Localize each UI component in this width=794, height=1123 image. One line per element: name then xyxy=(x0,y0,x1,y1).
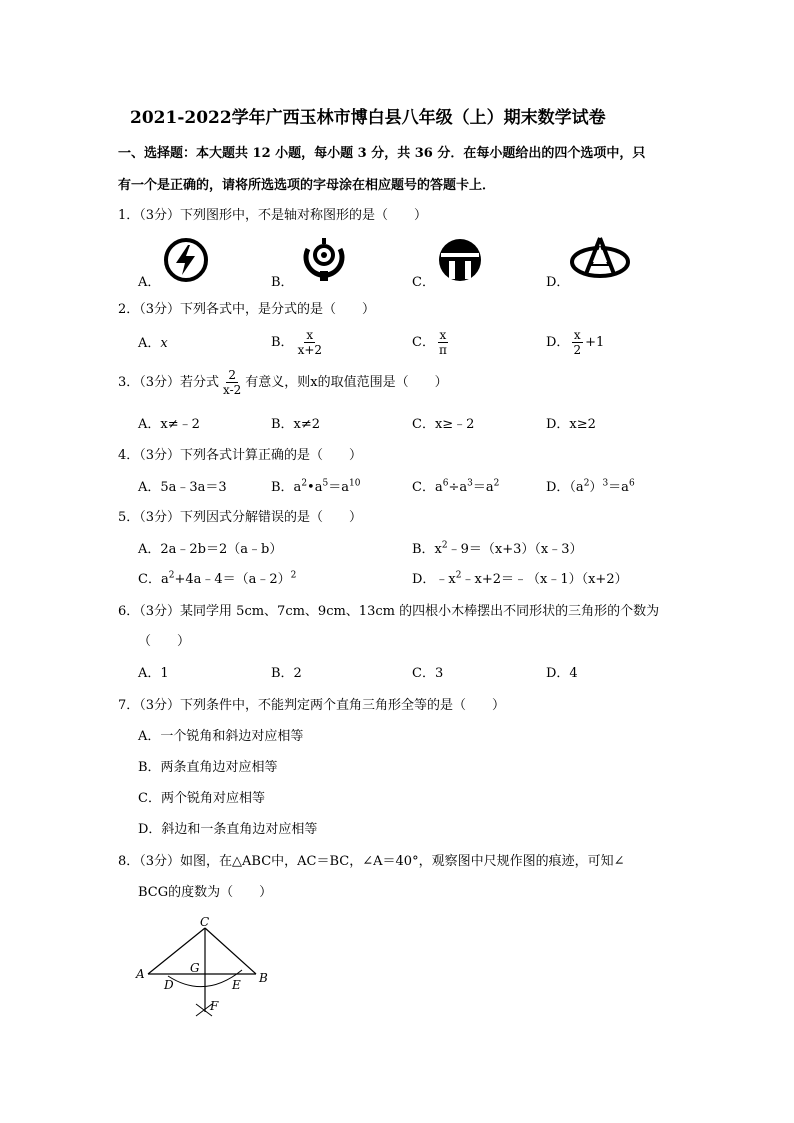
q3-stem xyxy=(118,368,448,398)
q2-option-d-label: D． xyxy=(546,335,570,350)
q6-option-d: D．4 xyxy=(546,666,578,681)
q7-stem: 7．（3分）下列条件中，不能判定两个直角三角形全等的是（ ） xyxy=(118,698,506,713)
q6-stem-line2: （ ） xyxy=(138,634,191,649)
q2-option-a-label: A． xyxy=(138,336,161,351)
q5-option-a: A．2a﹣2b＝2（a﹣b） xyxy=(138,542,283,557)
side-bc xyxy=(205,928,256,974)
q3-stem-post: 有意义，则x的取值范围是（ ） xyxy=(245,375,448,390)
q2-option-d xyxy=(546,328,604,358)
q7-option-b: B．两条直角边对应相等 xyxy=(138,760,278,775)
q5-stem: 5．（3分）下列因式分解错误的是（ ） xyxy=(118,510,363,525)
q3-option-b: B．x≠2 xyxy=(271,417,321,432)
label-f: F xyxy=(210,999,219,1013)
q4-option-a: A．5a﹣3a＝3 xyxy=(138,480,227,495)
q1-option-b-label: B． xyxy=(271,275,294,290)
q2-option-b-label: B． xyxy=(271,335,294,350)
q4-stem: 4．（3分）下列各式计算正确的是（ ） xyxy=(118,448,363,463)
label-d: D xyxy=(164,978,174,992)
q1-option-c-label: C． xyxy=(412,275,435,290)
q7-option-a: A．一个锐角和斜边对应相等 xyxy=(138,729,304,744)
q2-option-c xyxy=(412,328,451,358)
q4-option-b: B．$a^2•a^5=a^{10}$ xyxy=(271,478,361,495)
gate-logo-icon xyxy=(437,237,483,283)
q2-option-c-fraction: $\frac{x}{\pi}$ xyxy=(438,328,447,357)
q2-option-a-value: x xyxy=(160,336,168,351)
q3-stem-pre: 3．（3分）若分式 xyxy=(118,375,220,390)
q7-option-c: C．两个锐角对应相等 xyxy=(138,791,265,806)
q2-option-a xyxy=(138,336,168,352)
q1-stem: 1．（3分）下列图形中，不是轴对称图形的是（ ） xyxy=(118,208,428,223)
q2-stem: 2．（3分）下列各式中，是分式的是（ ） xyxy=(118,302,376,317)
q3-fraction: $\frac{2}{x-2}$ xyxy=(223,368,242,397)
q6-stem-line1: 6．（3分）某同学用 5cm、7cm、9cm、13cm 的四根小木棒摆出不同形状的三角形的个数为 xyxy=(118,604,660,619)
q5-option-b: B．$x^2﹣9=(x+3)(x﹣3)$ xyxy=(412,540,583,557)
page-title: 2021-2022学年广西玉林市博白县八年级（上）期末数学试卷 xyxy=(130,108,606,128)
label-c: C xyxy=(200,915,210,929)
q3-option-a: A．x≠﹣2 xyxy=(138,417,200,432)
q2-option-b-fraction: $\frac{x}{x+2}$ xyxy=(297,328,323,357)
q6-option-b: B．2 xyxy=(271,666,302,681)
q8-triangle-figure xyxy=(130,908,290,1023)
q5-option-c: C．$a^2+4a﹣4=(a﹣2)^2$ xyxy=(138,570,297,587)
q1-option-a-label: A． xyxy=(138,275,161,290)
oval-a-logo-icon xyxy=(568,234,632,282)
q1-option-d-label: D． xyxy=(546,275,570,290)
q2-option-b xyxy=(271,328,326,358)
q8-stem-line1: 8．（3分）如图，在△ABC中，AC＝BC，∠A＝40°，观察图中尺规作图的痕迹，可知∠ xyxy=(118,854,625,869)
q6-option-c: C．3 xyxy=(412,666,444,681)
ring-logo-icon xyxy=(298,235,350,283)
label-e: E xyxy=(232,978,241,992)
q2-option-d-fraction: $\frac{x}{2}$ xyxy=(573,328,582,357)
lightning-logo-icon xyxy=(163,237,209,283)
section-header-line2: 有一个是正确的，请将所选选项的字母涂在相应题号的答题卡上． xyxy=(118,178,496,193)
section-header-line1: 一、选择题：本大题共 12 小题，每小题 3 分，共 36 分．在每小题给出的四个选项中，只 xyxy=(118,146,646,161)
q2-option-c-label: C． xyxy=(412,335,435,350)
q4-option-d: D．$(a^2)^3=a^6$ xyxy=(546,478,635,495)
q6-option-a: A．1 xyxy=(138,666,169,681)
q4-option-c: C．$a^6\div a^3=a^2$ xyxy=(412,478,500,495)
label-a: A xyxy=(136,967,145,981)
q2-option-d-tail: +1 xyxy=(585,335,605,350)
label-g: G xyxy=(190,961,200,975)
q5-option-d: D．$﹣x^2﹣x+2=﹣(x﹣1)(x+2)$ xyxy=(412,570,628,587)
q3-option-d: D．x≥2 xyxy=(546,417,596,432)
q8-stem-line2: BCG的度数为（ ） xyxy=(138,885,273,900)
label-b: B xyxy=(259,971,268,985)
q7-option-d: D．斜边和一条直角边对应相等 xyxy=(138,822,318,837)
q3-option-c: C．x≥﹣2 xyxy=(412,417,475,432)
